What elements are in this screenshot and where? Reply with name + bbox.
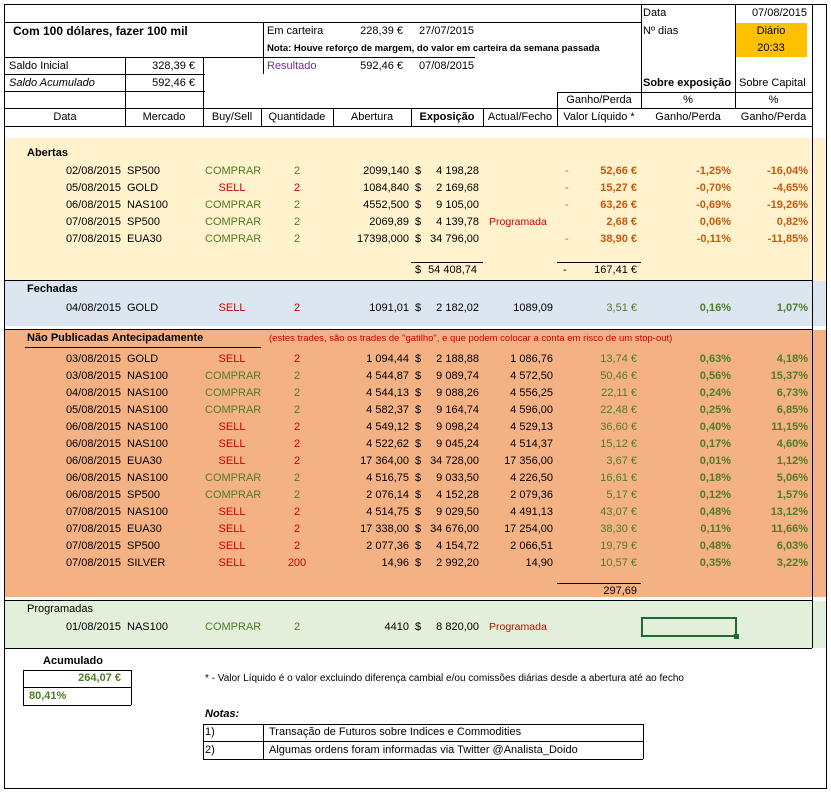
cell-gp-exposicao: 0,48% — [699, 540, 731, 552]
cell-exposicao: 2 169,68 — [436, 182, 479, 194]
cell-gp-exposicao: 0,11% — [700, 523, 731, 535]
nota-2-text: Algumas ordens foram informadas via Twitter @Analista_Doido — [269, 744, 578, 756]
cell-gp-exposicao: 0,48% — [699, 506, 731, 518]
cell-mercado: NAS100 — [127, 621, 168, 633]
cell-mercado: GOLD — [127, 353, 159, 365]
cell-abertura: 14,96 — [381, 557, 409, 569]
cell-actual: 1 086,76 — [510, 353, 553, 365]
cell-abertura: 1091,01 — [369, 302, 409, 314]
table-row — [5, 436, 827, 453]
cell-currency: $ — [415, 370, 422, 382]
cell-mercado: EUA30 — [127, 233, 162, 245]
table-row — [5, 521, 827, 538]
cell-gp-exposicao: 0,01% — [699, 455, 731, 467]
saldo-acumulado-label: Saldo Acumulado — [9, 77, 95, 89]
cell-valor-liquido: 15,27 € — [600, 182, 637, 194]
cell-gp-capital: 0,82% — [776, 216, 808, 228]
cell-side: COMPRAR — [205, 472, 262, 484]
cell-valor-liquido: 19,79 € — [600, 540, 637, 552]
cell-quantidade: 2 — [293, 387, 301, 399]
nota-1-num: 1) — [205, 726, 215, 738]
cell-data: 03/08/2015 — [65, 353, 121, 365]
cell-valor-liquido: 22,48 € — [600, 404, 637, 416]
cell-abertura: 4 514,75 — [366, 506, 409, 518]
cell-valor-liquido: 22,11 € — [601, 387, 637, 399]
nao-publicadas-note: (estes trades, são os trades de "gatilho", e que podem colocar a conta em risco de um stop-out) — [269, 333, 673, 344]
cell-side: COMPRAR — [205, 621, 262, 633]
cell-abertura: 17398,000 — [357, 233, 409, 245]
ganho-perda-label: Ganho/Perda — [566, 94, 632, 106]
cell-abertura: 4 522,62 — [366, 438, 409, 450]
cell-gp-capital: -19,26% — [767, 199, 808, 211]
cell-abertura: 17 364,00 — [360, 455, 409, 467]
cell-data: 07/08/2015 — [65, 557, 121, 569]
cell-valor-liquido: 38,30 € — [600, 523, 637, 535]
col-gp-cap: Ganho/Perda — [740, 111, 807, 123]
table-row — [5, 368, 827, 385]
acumulado-label: Acumulado — [43, 655, 103, 667]
cell-actual: - — [565, 199, 569, 211]
cell-currency: $ — [415, 404, 422, 416]
cell-quantidade: 2 — [293, 165, 301, 177]
cell-quantidade: 2 — [293, 489, 301, 501]
cell-data: 06/08/2015 — [65, 199, 121, 211]
sobre-exposicao-label: Sobre exposição — [643, 77, 732, 89]
cell-side: COMPRAR — [205, 233, 262, 245]
cell-exposicao: 9 105,00 — [436, 199, 479, 211]
cell-valor-liquido: 43,07 € — [600, 506, 637, 518]
cell-valor-liquido: 3,51 € — [606, 302, 637, 314]
em-carteira-date: 27/07/2015 — [419, 25, 475, 37]
cell-mercado: SP500 — [127, 489, 161, 501]
cell-gp-exposicao: 0,12% — [699, 489, 731, 501]
cell-gp-exposicao: 0,16% — [699, 302, 731, 314]
cell-side: COMPRAR — [205, 370, 262, 382]
cell-abertura: 2 077,36 — [366, 540, 409, 552]
pct-exp-label: % — [683, 94, 693, 106]
cell-mercado: SILVER — [127, 557, 166, 569]
abertas-total-cur: $ — [415, 264, 422, 276]
cell-gp-exposicao: -1,25% — [696, 165, 731, 177]
cell-exposicao: 34 676,00 — [430, 523, 479, 535]
cell-exposicao: 9 164,74 — [436, 404, 479, 416]
cell-side: SELL — [218, 540, 246, 552]
table-row — [5, 231, 827, 248]
diario-time: 20:33 — [757, 42, 785, 54]
footnote: * - Valor Líquido é o valor excluindo diferença cambial e/ou comissões diárias desde a abertura até ao fecho — [205, 673, 684, 684]
cell-currency: $ — [415, 540, 422, 552]
cell-gp-capital: 4,60% — [776, 438, 808, 450]
column-header-row — [5, 109, 827, 126]
nao-publicadas-label: Não Publicadas Antecipadamente — [27, 332, 204, 344]
col-mercado: Mercado — [142, 111, 186, 123]
cell-valor-liquido: 52,66 € — [600, 165, 637, 177]
cell-actual: 4 514,37 — [510, 438, 553, 450]
cell-data: 06/08/2015 — [65, 455, 121, 467]
col-abertura: Abertura — [350, 111, 394, 123]
cell-gp-capital: 6,85% — [776, 404, 808, 416]
cell-data: 06/08/2015 — [65, 421, 121, 433]
cell-quantidade: 2 — [293, 523, 301, 535]
spreadsheet — [4, 4, 827, 789]
cell-abertura: 4 582,37 — [366, 404, 409, 416]
cell-gp-exposicao: -0,11% — [696, 233, 731, 245]
table-row — [5, 538, 827, 555]
cell-gp-exposicao: 0,06% — [699, 216, 731, 228]
cell-mercado: NAS100 — [127, 421, 168, 433]
table-row — [5, 385, 827, 402]
cell-side: COMPRAR — [205, 165, 262, 177]
cell-currency: $ — [415, 523, 422, 535]
table-row — [5, 351, 827, 368]
cell-gp-capital: 5,06% — [776, 472, 808, 484]
em-carteira-value: 228,39 € — [360, 25, 403, 37]
cell-gp-capital: 11,15% — [771, 421, 808, 433]
cell-side: SELL — [218, 353, 246, 365]
cell-actual: 4 572,50 — [510, 370, 553, 382]
cell-exposicao: 4 152,28 — [436, 489, 479, 501]
nota-1-text: Transação de Futuros sobre Indices e Commodities — [269, 726, 522, 738]
page-title: Com 100 dólares, fazer 100 mil — [13, 24, 188, 38]
cell-valor-liquido: 3,67 € — [606, 455, 637, 467]
cell-currency: $ — [415, 421, 422, 433]
table-row — [5, 214, 827, 231]
cell-quantidade: 2 — [293, 438, 301, 450]
cell-actual: 1089,09 — [513, 302, 553, 314]
cell-abertura: 4 544,13 — [366, 387, 409, 399]
diario-label: Diário — [756, 25, 786, 37]
col-quantidade: Quantidade — [268, 111, 326, 123]
cell-abertura: 1 094,44 — [366, 353, 409, 365]
cell-gp-exposicao: -0,69% — [696, 199, 731, 211]
acumulado-value: 264,07 € — [78, 672, 121, 684]
table-row — [5, 197, 827, 214]
cell-exposicao: 2 188,88 — [436, 353, 479, 365]
cell-quantidade: 2 — [293, 370, 301, 382]
saldo-inicial-value: 328,39 € — [152, 60, 195, 72]
cell-quantidade: 2 — [293, 182, 301, 194]
cell-actual: 4 491,13 — [510, 506, 553, 518]
cell-side: COMPRAR — [205, 404, 262, 416]
cell-data: 07/08/2015 — [65, 540, 121, 552]
cell-currency: $ — [415, 621, 422, 633]
col-gp-exp: Ganho/Perda — [655, 111, 721, 123]
cell-abertura: 4 549,12 — [366, 421, 409, 433]
cell-valor-liquido: 50,46 € — [600, 370, 637, 382]
cell-quantidade: 2 — [293, 540, 301, 552]
cell-abertura: 2099,140 — [363, 165, 409, 177]
cell-currency: $ — [415, 438, 422, 450]
cell-valor-liquido: 16,61 € — [600, 472, 637, 484]
col-buysell: Buy/Sell — [211, 111, 253, 123]
cell-tag: Programada — [489, 216, 547, 228]
cell-gp-exposicao: 0,24% — [699, 387, 731, 399]
cell-valor-liquido: 13,74 € — [600, 353, 637, 365]
cell-gp-capital: 6,73% — [776, 387, 808, 399]
pct-cap-label: % — [768, 94, 779, 106]
cell-side: SELL — [218, 421, 246, 433]
cell-valor-liquido: 5,17 € — [606, 489, 637, 501]
cell-exposicao: 2 992,20 — [436, 557, 479, 569]
cell-abertura: 4 516,75 — [366, 472, 409, 484]
cell-quantidade: 200 — [287, 557, 307, 569]
cell-mercado: GOLD — [127, 302, 159, 314]
cell-mercado: NAS100 — [127, 387, 168, 399]
cell-gp-capital: -4,65% — [773, 182, 808, 194]
cell-side: SELL — [218, 523, 246, 535]
cell-side: SELL — [218, 182, 246, 194]
abertas-total-dash: - — [563, 264, 567, 276]
cell-abertura: 2 076,14 — [366, 489, 409, 501]
cell-side: SELL — [218, 455, 246, 467]
cell-quantidade: 2 — [293, 404, 301, 416]
cell-data: 05/08/2015 — [65, 404, 121, 416]
cell-currency: $ — [415, 387, 422, 399]
cell-exposicao: 9 029,50 — [436, 506, 479, 518]
saldo-inicial-label: Saldo Inicial — [9, 60, 69, 72]
nota-2-num: 2) — [205, 744, 215, 756]
cell-data: 06/08/2015 — [65, 489, 121, 501]
cell-tag: Programada — [489, 621, 547, 633]
cell-exposicao: 4 154,72 — [436, 540, 479, 552]
table-row — [5, 180, 827, 197]
cell-exposicao: 9 089,74 — [436, 370, 479, 382]
cell-abertura: 17 338,00 — [360, 523, 409, 535]
cell-side: COMPRAR — [205, 199, 262, 211]
cell-exposicao: 8 820,00 — [436, 621, 479, 633]
resultado-label: Resultado — [267, 60, 317, 72]
cell-gp-capital: 15,37% — [770, 370, 808, 382]
table-row — [5, 555, 827, 572]
cell-gp-exposicao: -0,70% — [696, 182, 731, 194]
table-row — [5, 453, 827, 470]
cell-mercado: NAS100 — [127, 199, 168, 211]
cell-side: SELL — [218, 302, 246, 314]
cell-valor-liquido: 15,12 € — [600, 438, 637, 450]
cell-mercado: SP500 — [127, 540, 161, 552]
col-exposicao: Exposição — [419, 111, 475, 123]
cell-side: COMPRAR — [205, 387, 262, 399]
resultado-date: 07/08/2015 — [419, 60, 475, 72]
abertas-total-valor: 167,41 € — [594, 264, 637, 276]
cell-quantidade: 2 — [293, 472, 301, 484]
cell-actual: 4 529,13 — [510, 421, 553, 433]
cell-gp-capital: 13,12% — [770, 506, 808, 518]
cell-side: SELL — [218, 438, 246, 450]
cell-gp-exposicao: 0,17% — [699, 438, 731, 450]
data-label: Data — [643, 7, 667, 19]
cell-gp-capital: 1,57% — [776, 489, 808, 501]
header-note: Nota: Houve reforço de margem, do valor em carteira da semana passada — [267, 43, 600, 54]
cell-side: COMPRAR — [205, 489, 262, 501]
cell-currency: $ — [415, 165, 422, 177]
cell-abertura: 4410 — [384, 621, 409, 633]
cell-currency: $ — [415, 182, 422, 194]
cell-mercado: GOLD — [127, 182, 159, 194]
cell-gp-exposicao: 0,40% — [699, 421, 731, 433]
cell-gp-exposicao: 0,25% — [699, 404, 731, 416]
cell-quantidade: 2 — [293, 233, 301, 245]
cell-quantidade: 2 — [293, 421, 301, 433]
cell-data: 07/08/2015 — [65, 216, 121, 228]
cell-quantidade: 2 — [293, 302, 301, 314]
cell-exposicao: 34 796,00 — [430, 233, 479, 245]
cell-actual: 4 596,00 — [510, 404, 553, 416]
cell-exposicao: 2 182,02 — [436, 302, 479, 314]
cell-gp-capital: 1,12% — [776, 455, 808, 467]
cell-mercado: SP500 — [127, 216, 161, 228]
fechadas-label: Fechadas — [27, 283, 78, 295]
selected-cell[interactable] — [641, 617, 737, 637]
cell-abertura: 4 544,87 — [366, 370, 409, 382]
cell-gp-capital: 3,22% — [776, 557, 808, 569]
cell-currency: $ — [415, 557, 422, 569]
cell-quantidade: 2 — [293, 199, 301, 211]
cell-exposicao: 9 098,24 — [436, 421, 479, 433]
cell-quantidade: 2 — [293, 621, 301, 633]
table-row — [5, 487, 827, 504]
table-row — [5, 419, 827, 436]
cell-data: 05/08/2015 — [65, 182, 121, 194]
cell-mercado: NAS100 — [127, 404, 168, 416]
cell-actual: 17 356,00 — [504, 455, 553, 467]
cell-mercado: NAS100 — [127, 438, 168, 450]
cell-currency: $ — [415, 455, 422, 467]
cell-valor-liquido: 2,68 € — [606, 216, 637, 228]
col-data: Data — [53, 111, 77, 123]
cell-currency: $ — [415, 489, 422, 501]
cell-gp-capital: 4,18% — [776, 353, 808, 365]
cell-data: 03/08/2015 — [65, 370, 121, 382]
cell-actual: 2 079,36 — [510, 489, 553, 501]
cell-mercado: SP500 — [127, 165, 161, 177]
cell-quantidade: 2 — [293, 506, 301, 518]
col-actual: Actual/Fecho — [487, 111, 553, 123]
data-value: 07/08/2015 — [751, 7, 807, 19]
abertas-label: Abertas — [27, 147, 68, 159]
cell-data: 07/08/2015 — [65, 233, 121, 245]
cell-abertura: 4552,500 — [363, 199, 409, 211]
cell-gp-exposicao: 0,35% — [699, 557, 731, 569]
saldo-acumulado-value: 592,46 € — [152, 77, 195, 89]
cell-currency: $ — [415, 199, 422, 211]
cell-data: 01/08/2015 — [65, 621, 121, 633]
cell-currency: $ — [415, 472, 422, 484]
cell-mercado: NAS100 — [127, 506, 168, 518]
cell-exposicao: 9 033,50 — [436, 472, 479, 484]
cell-actual: - — [565, 182, 569, 194]
cell-exposicao: 34 728,00 — [430, 455, 479, 467]
cell-valor-liquido: 63,26 € — [600, 199, 637, 211]
cell-gp-capital: -16,04% — [767, 165, 808, 177]
cell-abertura: 2069,89 — [369, 216, 409, 228]
cell-currency: $ — [415, 506, 422, 518]
cell-gp-exposicao: 0,63% — [699, 353, 731, 365]
cell-exposicao: 9 088,26 — [436, 387, 479, 399]
cell-actual: 4 556,25 — [510, 387, 553, 399]
abertas-total-exp: 54 408,74 — [428, 264, 477, 276]
cell-valor-liquido: 36,60 € — [600, 421, 637, 433]
cell-actual: 4 226,50 — [510, 472, 553, 484]
cell-actual: 14,90 — [525, 557, 553, 569]
cell-data: 04/08/2015 — [65, 387, 121, 399]
cell-side: COMPRAR — [205, 216, 262, 228]
cell-valor-liquido: 38,90 € — [600, 233, 637, 245]
notas-label: Notas: — [205, 708, 240, 720]
table-row — [5, 402, 827, 419]
ndias-label: Nº dias — [643, 25, 679, 37]
cell-actual: 2 066,51 — [510, 540, 553, 552]
cell-gp-exposicao: 0,18% — [699, 472, 731, 484]
cell-valor-liquido: 10,57 € — [600, 557, 637, 569]
cell-data: 04/08/2015 — [65, 302, 121, 314]
cell-actual: 17 254,00 — [504, 523, 553, 535]
cell-currency: $ — [415, 302, 422, 314]
resultado-value: 592,46 € — [360, 60, 403, 72]
acumulado-pct: 80,41% — [29, 690, 67, 702]
cell-actual: - — [565, 165, 569, 177]
cell-mercado: NAS100 — [127, 472, 168, 484]
table-row — [5, 300, 827, 317]
cell-quantidade: 2 — [293, 353, 301, 365]
cell-abertura: 1084,840 — [363, 182, 409, 194]
cell-exposicao: 4 139,78 — [436, 216, 479, 228]
em-carteira-label: Em carteira — [267, 25, 324, 37]
cell-exposicao: 4 198,28 — [436, 165, 479, 177]
cell-side: SELL — [218, 506, 246, 518]
sobre-capital-label: Sobre Capital — [739, 77, 806, 89]
cell-currency: $ — [415, 216, 422, 228]
table-row — [5, 163, 827, 180]
cell-side: SELL — [218, 557, 246, 569]
table-row — [5, 504, 827, 521]
cell-gp-capital: 11,66% — [771, 523, 808, 535]
cell-data: 07/08/2015 — [65, 506, 121, 518]
cell-quantidade: 2 — [293, 216, 301, 228]
cell-gp-capital: 6,03% — [776, 540, 808, 552]
programadas-label: Programadas — [27, 603, 94, 615]
col-valor-liquido: Valor Líquido * — [563, 111, 635, 123]
cell-data: 06/08/2015 — [65, 472, 121, 484]
cell-exposicao: 9 045,24 — [436, 438, 479, 450]
cell-mercado: EUA30 — [127, 455, 162, 467]
nao-publicadas-total: 297,69 — [603, 585, 637, 597]
table-row — [5, 470, 827, 487]
cell-gp-exposicao: 0,56% — [699, 370, 731, 382]
cell-currency: $ — [415, 233, 422, 245]
cell-data: 02/08/2015 — [65, 165, 121, 177]
cell-gp-capital: -11,85% — [767, 233, 808, 245]
cell-quantidade: 2 — [293, 455, 301, 467]
cell-mercado: NAS100 — [127, 370, 168, 382]
cell-mercado: EUA30 — [127, 523, 162, 535]
abertas-total-row — [5, 262, 827, 279]
cell-gp-capital: 1,07% — [776, 302, 808, 314]
cell-currency: $ — [415, 353, 422, 365]
cell-actual: - — [565, 233, 569, 245]
cell-data: 07/08/2015 — [65, 523, 121, 535]
cell-data: 06/08/2015 — [65, 438, 121, 450]
